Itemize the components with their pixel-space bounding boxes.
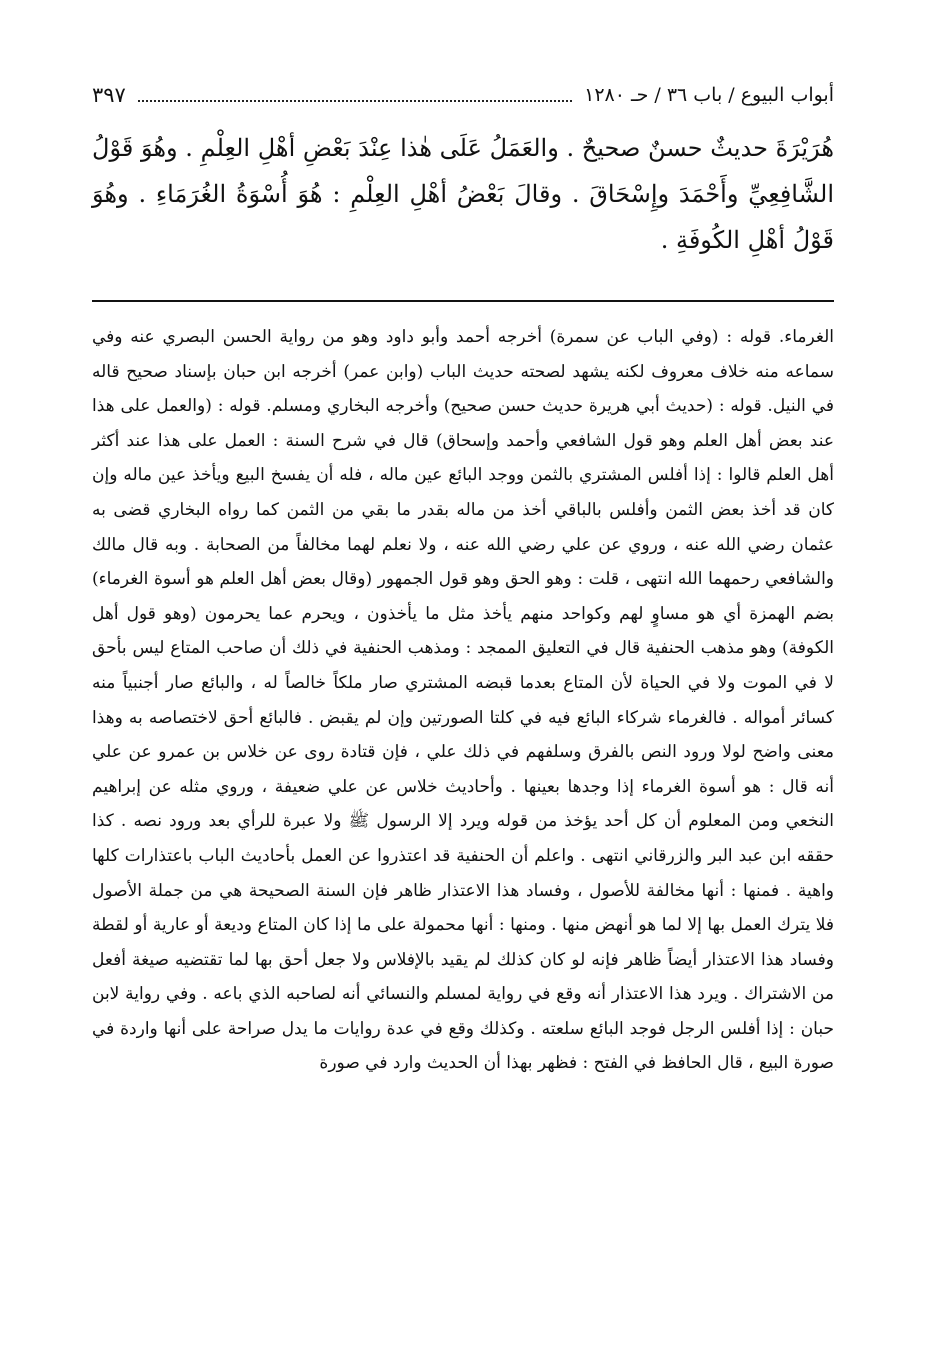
main-text-paragraph: هُرَيْرَةَ حديثٌ حسنٌ صحيحٌ . والعَمَلُ عَلَى هٰذا عِنْدَ بَعْضِ أهْلِ العِلْمِ . وهُوَ قَوْلُ الشَّافِعِيِّ وأَحْمَدَ وإِسْحَاقَ . وقالَ بَعْضُ أهْلِ العِلْمِ : هُوَ أُسْوَةُ الغُرَمَاءِ . وهُوَ قَوْلُ أهْلِ الكُوفَةِ . <box>92 134 834 254</box>
commentary-block <box>92 320 834 1081</box>
dotted-leader <box>138 88 572 102</box>
chapter-reference: أبواب البيوع / باب ٣٦ / حـ ١٢٨٠ <box>584 84 834 106</box>
running-header <box>92 80 834 110</box>
section-divider <box>92 300 834 302</box>
page-number: ٣٩٧ <box>92 83 126 107</box>
commentary-paragraph: الغرماء. قوله : (وفي الباب عن سمرة) أخرجه أحمد وأبو داود وهو من رواية الحسن البصري عنه وفي سماعه منه خلاف معروف لكنه يشهد لصحته حديث الباب (وابن عمر) أخرجه ابن حبان بإسناد صحيح قاله في النيل. قوله : (حديث أبي هريرة حديث حسن صحيح) وأخرجه البخاري ومسلم. قوله : (والعمل على هذا عند بعض أهل العلم وهو قول الشافعي وأحمد وإسحاق) قال في شرح السنة : العمل على هذا عند أكثر أهل العلم قالوا : إذا أفلس المشتري بالثمن ووجد البائع عين ماله ، فله أن يفسخ البيع ويأخذ عين ماله وإن كان قد أخذ بعض الثمن وأفلس بالباقي أخذ من ماله بقدر ما بقي من الثمن كما رواه البخاري قضى به عثمان رضي الله عنه ، وروي عن علي رضي الله عنه ، ولا نعلم لهما مخالفاً من الصحابة . وبه قال مالك والشافعي رحمهما الله انتهى ، قلت : وهو الحق وهو قول الجمهور (وقال بعض أهل العلم هو أسوة الغرماء) بضم الهمزة أي هو مساوٍ لهم وكواحد منهم يأخذ مثل ما يأخذون ، ويحرم عما يحرمون (وهو قول أهل الكوفة) وهو مذهب الحنفية قال في التعليق الممجد : ومذهب الحنفية في ذلك أن صاحب المتاع ليس بأحق لا في الموت ولا في الحياة لأن المتاع بعدما قبضه المشتري صار ملكاً خالصاً له ، والبائع صار أجنبياً منه كسائر أمواله . فالغرماء شركاء البائع فيه في كلتا الصورتين وإن لم يقبض . فالبائع أحق لاختصاصه به وهذا معنى واضح لولا ورود النص بالفرق وسلفهم في ذلك علي ، فإن قتادة روى عن خلاس بن عمرو عن علي أنه قال : هو أسوة الغرماء إذا وجدها بعينها . وأحاديث خلاس عن علي ضعيفة ، وروي مثله عن إبراهيم النخعي ومن المعلوم أن كل أحد يؤخذ من قوله ويرد إلا الرسول ﷺ ولا عبرة للرأي بعد ورود نصه . كذا حققه ابن عبد البر والزرقاني انتهى . واعلم أن الحنفية قد اعتذروا عن العمل بأحاديث الباب باعتذارات كلها واهية . فمنها : أنها مخالفة للأصول ، وفساد هذا الاعتذار ظاهر فإن السنة الصحيحة هي من جملة الأصول فلا يترك العمل بها إلا لما هو أنهض منها . ومنها : أنها محمولة على ما إذا كان المتاع وديعة أو عارية أو لقطة وفساد هذا الاعتذار أيضاً ظاهر فإنه لو كان كذلك لم يقيد بالإفلاس ولا جعل أحق بها لما تقتضيه صيغة أفعل من الاشتراك . ويرد هذا الاعتذار أنه وقع في رواية لمسلم والنسائي أنه لصاحبه الذي باعه . وفي رواية لابن حبان : إذا أفلس الرجل فوجد البائع سلعته . وكذلك وقع في عدة روايات ما يدل صراحة على أنها واردة في صورة البيع ، قال الحافظ في الفتح : فظهر بهذا أن الحديث وارد في صورة <box>92 327 834 1074</box>
main-text-block <box>92 125 834 263</box>
